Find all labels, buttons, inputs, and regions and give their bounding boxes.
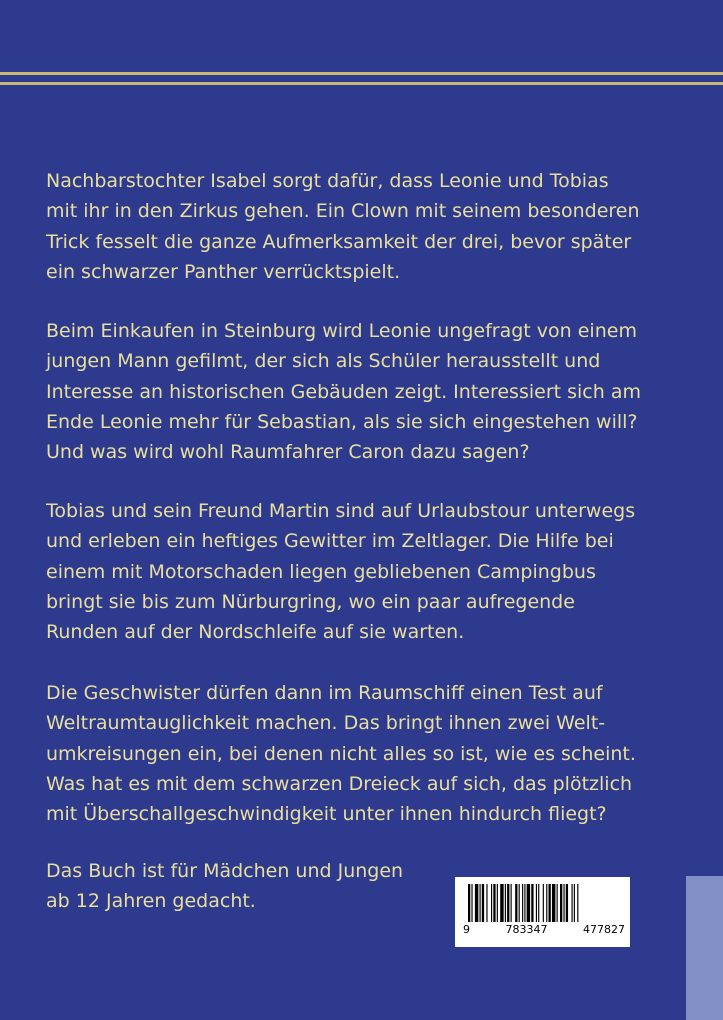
blurb-paragraph-3: Tobias und sein Freund Martin sind auf Urlaubstour unterwegs und erleben ein heftiges Gewitter im Zeltlager. Die Hilfe bei einem mit Motorschaden liegen gebliebenen Campingbus bringt sie bis zum Nürburgring, wo ein paar aufregende Runden auf der Nordschleife auf sie warten. (46, 500, 636, 644)
blurb-paragraph-4: Die Geschwister dürfen dann im Raumschiff einen Test auf Weltraumtauglichkeit machen. Das bringt ihnen zwei Welt- umkreisungen ein, bei denen nicht alles so ist, wie es scheint. Was hat es mit dem schwarzen Dreieck auf sich, das plötzlich mit Überschallgeschwindigkeit unter ihnen hindurch fliegt? (46, 682, 636, 826)
barcode-bar (515, 884, 517, 922)
barcode-digits (463, 923, 625, 936)
top-rule-upper (0, 72, 723, 75)
barcode-bar (505, 884, 506, 922)
barcode-bar (531, 884, 533, 922)
barcode-bar (522, 884, 523, 922)
isbn-barcode (455, 877, 630, 947)
barcode-bar (491, 884, 492, 922)
barcode-bar (557, 884, 558, 922)
barcode-bars (468, 884, 618, 924)
barcode-bar (546, 884, 547, 922)
barcode-bar (482, 884, 484, 922)
barcode-bar (566, 884, 568, 922)
barcode-group-left: 783347 (505, 923, 548, 936)
blurb-paragraph-1: Nachbarstochter Isabel sorgt dafür, dass Leonie und Tobias mit ihr in den Zirkus gehen. Ein Clown mit seinem besonderen Trick fesselt die ganze Aufmerksamkeit der drei, bevor später ein schwarzer Panther verrücktspielt. (46, 170, 640, 283)
blurb-paragraph-2: Beim Einkaufen in Steinburg wird Leonie ungefragt von einem jungen Mann gefilmt, der sich als Schüler herausstellt und Interesse an historischen Gebäuden zeigt. Interessiert sich am Ende Leonie mehr für Sebastian, als sie sich eingestehen will? Und was wird wohl Raumfahrer Caron dazu sagen? (46, 320, 641, 464)
barcode-bar (527, 884, 530, 922)
barcode-group-right: 477827 (583, 923, 625, 936)
barcode-bar (511, 884, 512, 922)
barcode-bar (560, 884, 562, 922)
barcode-bar (519, 884, 520, 922)
age-recommendation: Das Buch ist für Mädchen und Jungen ab 12 Jahren gedacht. (46, 860, 404, 913)
barcode-bar (486, 884, 487, 922)
barcode-bar (471, 884, 472, 922)
barcode-bar (543, 884, 544, 922)
barcode-bar (468, 884, 470, 922)
side-tab (686, 876, 723, 1020)
barcode-bar (497, 884, 498, 922)
barcode-bar (536, 884, 537, 922)
barcode-bar (572, 884, 573, 922)
barcode-bar (524, 884, 525, 922)
barcode-bar (480, 884, 481, 922)
barcode-bar (577, 884, 578, 922)
barcode-bar (549, 884, 551, 922)
barcode-bar (574, 884, 575, 922)
top-rule-lower (0, 82, 723, 85)
barcode-digit-first: 9 (463, 923, 470, 936)
barcode-bar (475, 884, 478, 922)
barcode-bar (538, 884, 539, 922)
barcode-bar (552, 884, 555, 922)
barcode-bar (500, 884, 503, 922)
barcode-bar (507, 884, 509, 922)
barcode-bar (493, 884, 495, 922)
barcode-bar (563, 884, 564, 922)
